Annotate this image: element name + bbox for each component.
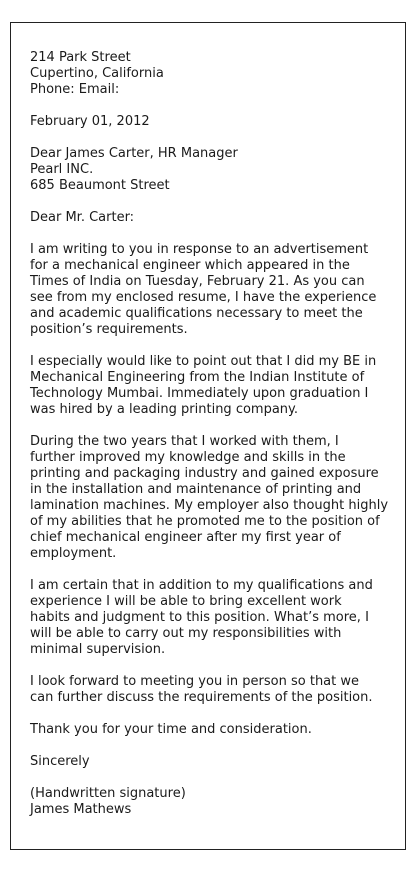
recipient-company: Pearl INC. [30, 162, 94, 177]
paragraph-line: minimal supervision. [30, 642, 166, 657]
paragraph-line: chief mechanical engineer after my first year of [30, 530, 341, 545]
paragraph-line: lamination machines. My employer also thought highly [30, 498, 389, 513]
letter-content [30, 50, 396, 818]
paragraph-line: Thank you for your time and consideration. [30, 722, 312, 737]
letter-page [10, 22, 406, 850]
recipient-address [30, 146, 396, 194]
body-paragraph-2 [30, 354, 396, 418]
sender-contact: Phone: Email: [30, 82, 120, 97]
closing: Sincerely [30, 754, 90, 769]
paragraph-line: I am writing to you in response to an advertisement [30, 242, 369, 257]
body-paragraph-6 [30, 722, 396, 738]
recipient-name: Dear James Carter, HR Manager [30, 146, 238, 161]
signature-note: (Handwritten signature) [30, 786, 186, 801]
paragraph-line: for a mechanical engineer which appeared in the [30, 258, 350, 273]
paragraph-line: experience I will be able to bring excellent work [30, 594, 342, 609]
paragraph-line: see from my enclosed resume, I have the experience [30, 290, 377, 305]
paragraph-line: Times of India on Tuesday, February 21. As you can [30, 274, 365, 289]
paragraph-line: Technology Mumbai. Immediately upon graduation I [30, 386, 369, 401]
paragraph-line: I look forward to meeting you in person so that we [30, 674, 360, 689]
paragraph-line: employment. [30, 546, 117, 561]
paragraph-line: in the installation and maintenance of printing and [30, 482, 362, 497]
paragraph-line: will be able to carry out my responsibilities with [30, 626, 342, 641]
body-paragraph-4 [30, 578, 396, 658]
sender-address [30, 50, 396, 98]
paragraph-line: During the two years that I worked with them, I [30, 434, 339, 449]
sender-street: 214 Park Street [30, 50, 131, 65]
paragraph-line: I especially would like to point out that I did my BE in [30, 354, 377, 369]
letter-date: February 01, 2012 [30, 114, 150, 129]
paragraph-line: Mechanical Engineering from the Indian Institute of [30, 370, 365, 385]
salutation-block [30, 210, 396, 226]
signature-block [30, 786, 396, 818]
paragraph-line: and academic qualifications necessary to meet the [30, 306, 363, 321]
letter-date-block [30, 114, 396, 130]
body-paragraph-1 [30, 242, 396, 338]
paragraph-line: habits and judgment to this position. What’s more, I [30, 610, 369, 625]
paragraph-line: was hired by a leading printing company. [30, 402, 299, 417]
closing-block [30, 754, 396, 770]
recipient-street: 685 Beaumont Street [30, 178, 170, 193]
paragraph-line: position’s requirements. [30, 322, 188, 337]
paragraph-line: I am certain that in addition to my qualifications and [30, 578, 373, 593]
body-paragraph-3 [30, 434, 396, 562]
paragraph-line: can further discuss the requirements of the position. [30, 690, 373, 705]
signer-name: James Mathews [30, 802, 132, 817]
paragraph-line: printing and packaging industry and gained exposure [30, 466, 379, 481]
sender-city: Cupertino, California [30, 66, 164, 81]
salutation: Dear Mr. Carter: [30, 210, 135, 225]
paragraph-line: further improved my knowledge and skills in the [30, 450, 346, 465]
body-paragraph-5 [30, 674, 396, 706]
paragraph-line: of my abilities that he promoted me to the position of [30, 514, 380, 529]
